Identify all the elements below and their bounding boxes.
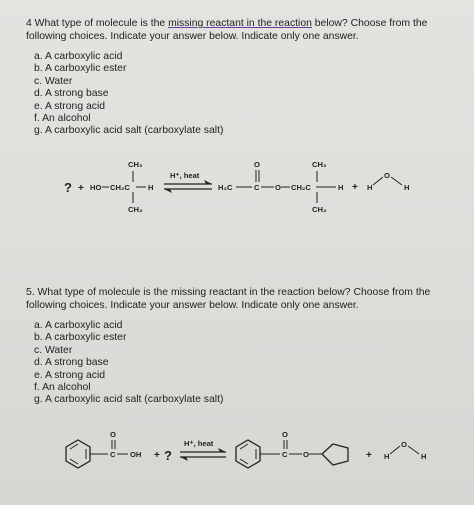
r4-h-label: H <box>148 183 154 192</box>
r5-water-o: O <box>401 440 407 449</box>
r5-equilibrium-arrow <box>180 448 226 461</box>
r4-ch3-bottom: CH₃ <box>128 205 143 214</box>
benzene-ring-icon <box>66 440 90 468</box>
r4-carbonyl-o: O <box>254 160 260 169</box>
r5-ester-o: O <box>303 450 309 459</box>
r5-acid-c: C <box>110 450 116 459</box>
r5-water-molecule <box>384 440 426 461</box>
r4-product-ch3-top: CH₃ <box>312 160 327 169</box>
choice-5d: d. A strong base <box>34 357 109 369</box>
r4-plus-1: + <box>78 183 84 194</box>
r5-ester-c: C <box>282 450 288 459</box>
question-4-text-post: below? Choose from the following choices. Indicate your answer below. Indicate only one answer. <box>26 18 428 42</box>
r4-plus-2: + <box>352 182 358 193</box>
cyclopentane-ring-icon <box>322 444 348 465</box>
r4-ch3-top: CH₃ <box>128 160 143 169</box>
r5-acid-o: O <box>110 430 116 439</box>
r4-water-h2: H <box>404 183 410 192</box>
choice-5b: b. A carboxylic ester <box>34 332 127 344</box>
r5-water-h2: H <box>421 452 427 461</box>
r5-unknown-reactant: ? <box>164 448 172 463</box>
r5-conditions: H⁺, heat <box>184 439 214 448</box>
choice-4g: g. A carboxylic acid salt (carboxylate salt) <box>34 125 224 137</box>
choice-5g: g. A carboxylic acid salt (carboxylate salt) <box>34 394 224 406</box>
r4-ho-label: HO <box>90 183 102 192</box>
choice-4c: c. Water <box>34 75 73 87</box>
question-5-text: 5. What type of molecule is the missing reactant in the reaction below? Choose from the following choices. Indicate your answer below. Indicate only one answer. <box>26 287 431 311</box>
choice-4a: a. A carboxylic acid <box>34 51 123 62</box>
choice-5a: a. A carboxylic acid <box>34 320 123 331</box>
r4-product-h: H <box>338 183 344 192</box>
r5-acid-oh: OH <box>130 450 142 459</box>
r4-product-ch3-bottom: CH₃ <box>312 205 327 214</box>
choice-4b: b. A carboxylic ester <box>34 63 127 75</box>
choice-5f: f. An alcohol <box>34 382 91 394</box>
r4-water-h1: H <box>367 183 373 192</box>
r4-ester-o: O <box>275 183 281 192</box>
question-4-text-pre: 4 What type of molecule is the <box>26 18 169 29</box>
r4-h3c-label: H₃C <box>218 183 233 192</box>
choice-5c: c. Water <box>34 344 73 356</box>
choice-4f: f. An alcohol <box>34 113 91 125</box>
r4-unknown-reactant: ? <box>64 180 72 195</box>
r5-ester-carbonyl-o: O <box>282 430 288 439</box>
r4-carbonyl-c: C <box>254 183 260 192</box>
r4-water-o: O <box>384 171 390 180</box>
benzene-ring-icon <box>236 440 260 468</box>
choice-4d: d. A strong base <box>34 88 109 100</box>
choice-4e: e. A strong acid <box>34 100 106 112</box>
r5-plus-1: + <box>154 450 160 461</box>
r4-product-ch2c: CH₂C <box>291 183 311 192</box>
r4-conditions: H⁺, heat <box>170 171 200 180</box>
r4-ch2c-label: CH₂C <box>110 183 130 192</box>
r5-plus-2: + <box>366 450 372 461</box>
question-4-underlined-text: missing reactant in the reaction <box>168 18 312 29</box>
r5-water-h1: H <box>384 452 390 461</box>
choice-5e: e. A strong acid <box>34 369 106 381</box>
